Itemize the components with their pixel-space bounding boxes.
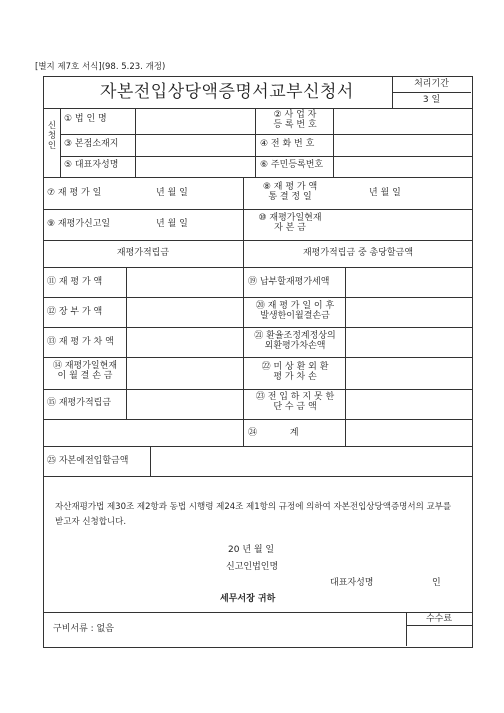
reval-filing-date-value[interactable]: 년 월 일 bbox=[156, 219, 188, 229]
rep-name-field[interactable] bbox=[137, 158, 253, 176]
representative-label: 대표자성명 bbox=[330, 578, 374, 588]
right-value-field[interactable] bbox=[347, 391, 469, 417]
head-office-label: ③ 본점소재지 bbox=[64, 139, 119, 149]
capital-transfer-field[interactable] bbox=[152, 448, 469, 474]
resident-no-label: ⑥ 주민등록번호 bbox=[260, 160, 324, 170]
right-section-header: 재평가적립금 중 총당할금액 bbox=[302, 248, 414, 258]
addressee: 세무서장 귀하 bbox=[220, 594, 276, 604]
reval-filing-date-label: ⑨ 재평가신고일 bbox=[47, 219, 111, 229]
reval-day-capital-label: ⑩ 재평가일현재 자 본 금 bbox=[258, 213, 322, 234]
right-item-fx-adjust-loss: ㉑ 환율조정계정상의 외환평가차손액 bbox=[254, 331, 336, 352]
applicant-corp-label: 신고인법인명 bbox=[226, 562, 279, 572]
left-section-header: 재평가적립금 bbox=[116, 248, 170, 258]
left-item-reval-reserve: ⑮ 재평가적립금 bbox=[47, 398, 112, 408]
reval-decision-date-label: ⑧ 재 평 가 액 통 결 정 일 bbox=[262, 182, 318, 203]
left-value-field[interactable] bbox=[128, 359, 241, 387]
phone-field[interactable] bbox=[335, 136, 469, 154]
phone-label: ④ 전 화 번 호 bbox=[260, 139, 315, 149]
head-office-field[interactable] bbox=[137, 136, 253, 154]
right-value-field[interactable] bbox=[347, 329, 469, 355]
reval-date-label: ⑦ 재 평 가 일 bbox=[47, 188, 102, 198]
left-value-field[interactable] bbox=[128, 299, 241, 325]
right-value-field[interactable] bbox=[347, 421, 469, 444]
reval-day-capital-field[interactable] bbox=[338, 212, 468, 238]
form-title: 자본전입상당액증명서교부신청서 bbox=[100, 82, 354, 102]
left-item-book-value: ⑫ 장 부 가 액 bbox=[47, 307, 103, 317]
applicant-label: 신청인 bbox=[47, 121, 57, 151]
right-value-field[interactable] bbox=[347, 359, 469, 387]
right-item-post-reval-loss: ⑳ 재 평 가 일 이 후 발생한이월결손금 bbox=[255, 301, 335, 322]
required-documents: 구비서류 : 없음 bbox=[53, 624, 114, 634]
left-item-reval-amount: ⑪ 재 평 가 액 bbox=[47, 277, 103, 287]
left-value-field[interactable] bbox=[128, 269, 241, 295]
resident-no-field[interactable] bbox=[335, 158, 469, 176]
rep-name-label: ⑤ 대표자성명 bbox=[64, 160, 119, 170]
application-statement: 자산재평가법 제30조 제2항과 동법 시행령 제24조 제1항의 규정에 의하여 자본전입상당액증명서의 교부를 받고자 신청합니다. bbox=[55, 502, 452, 527]
left-value-field[interactable] bbox=[128, 329, 241, 355]
reval-decision-date-value[interactable]: 년 월 일 bbox=[369, 188, 401, 198]
biz-reg-no-field[interactable] bbox=[335, 110, 469, 132]
right-item-reval-tax: ⑲ 납부할재평가세액 bbox=[248, 277, 330, 287]
processing-period-value: 3 일 bbox=[422, 95, 441, 105]
right-item-fraction-amount: ㉓ 전 입 하 지 못 한 단 수 금 액 bbox=[255, 392, 335, 413]
corp-name-field[interactable] bbox=[137, 110, 253, 132]
form-reference-note: [별지 제7호 서식](98. 5.23. 개정) bbox=[35, 62, 166, 72]
fee-label: 수수료 bbox=[425, 614, 453, 624]
capital-transfer-label: ㉕ 자본에전입할금액 bbox=[47, 456, 129, 466]
right-item-total: ㉔ 계 bbox=[248, 428, 299, 438]
corp-name-label: ① 법 인 명 bbox=[64, 114, 107, 124]
left-value-field[interactable] bbox=[128, 391, 241, 417]
right-item-unredeemed-fx-loss: ㉒ 미 상 환 외 환 평 가 차 손 bbox=[261, 362, 329, 383]
biz-reg-no-label: ② 사 업 자 등 록 번 호 bbox=[273, 110, 317, 131]
left-item-carryover-loss: ⑭ 재평가일현재 이 월 결 손 금 bbox=[52, 361, 118, 382]
seal-mark[interactable]: 인 bbox=[432, 578, 441, 588]
right-value-field[interactable] bbox=[347, 269, 469, 295]
reval-date-value[interactable]: 년 월 일 bbox=[156, 188, 188, 198]
processing-period-label: 처리기간 bbox=[414, 79, 449, 89]
application-date: 20 년 월 일 bbox=[228, 545, 275, 555]
right-value-field[interactable] bbox=[347, 299, 469, 325]
fee-field[interactable] bbox=[408, 627, 470, 644]
left-item-reval-diff: ⑬ 재 평 가 차 액 bbox=[47, 337, 114, 347]
